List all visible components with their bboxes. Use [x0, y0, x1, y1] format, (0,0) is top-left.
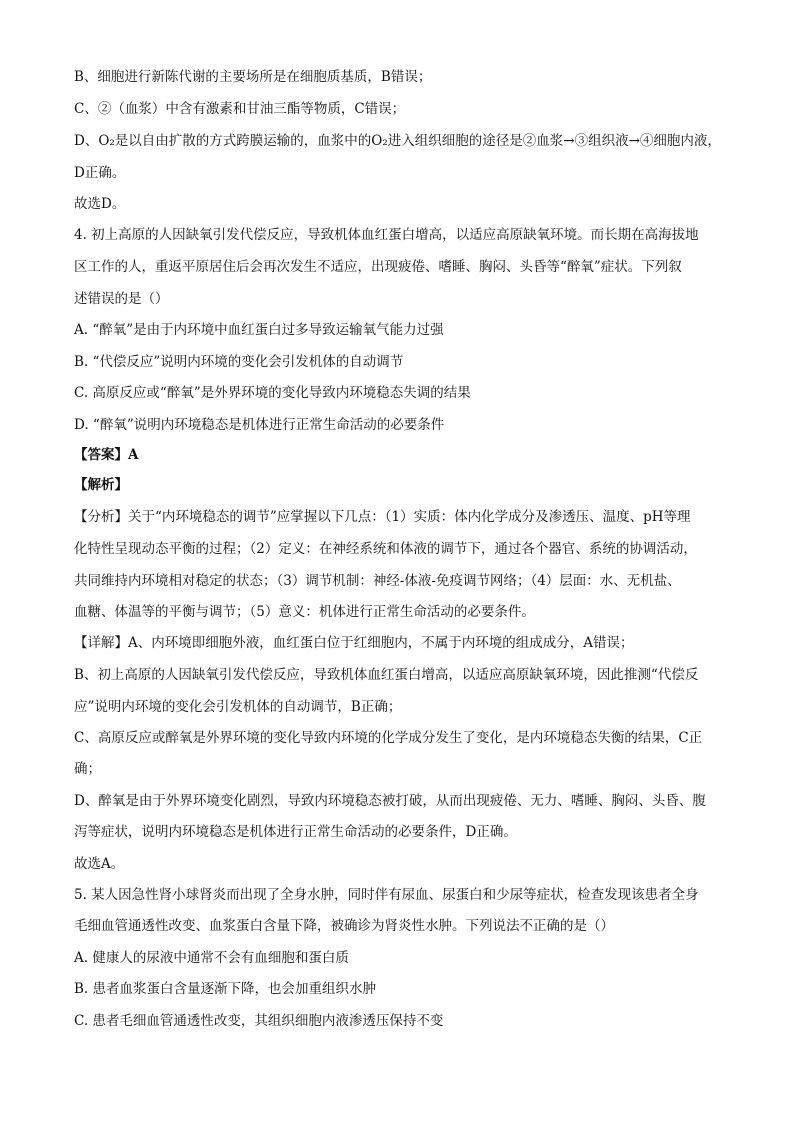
detail-text: 【详解】A、内环境即细胞外液，血红蛋白位于红细胞内，不属于内环境的组成成分，A错误； — [74, 635, 634, 651]
analysis-label: 【解析】 — [74, 477, 128, 493]
answer-label: 【答案】A — [74, 447, 139, 463]
detail-text: 应”说明内环境的变化会引发机体的自动调节，B正确； — [74, 699, 402, 715]
option-d: D. “醉氧”说明内环境稳态是机体进行正常生命活动的必要条件 — [74, 417, 445, 433]
detail-text: 泻等症状，说明内环境稳态是机体进行正常生命活动的必要条件，D正确。 — [74, 824, 517, 840]
analysis-text: 共同维持内环境相对稳定的状态；（3）调节机制：神经-体液-免疫调节网络；（4）层面：水、无机盐、 — [74, 573, 681, 589]
text-line: 故选A。 — [74, 856, 125, 872]
text-line: D、O₂是以自由扩散的方式跨膜运输的，血浆中的O₂进入组织细胞的途径是②血浆→③组织液→④细胞内液， — [74, 133, 721, 149]
text-line: D正确。 — [74, 165, 126, 181]
option-c: C. 患者毛细血管通透性改变，其组织细胞内液渗透压保持不变 — [74, 1013, 444, 1029]
option-c: C. 高原反应或“醉氧”是外界环境的变化导致内环境稳态失调的结果 — [74, 385, 471, 401]
option-a: A. 健康人的尿液中通常不会有血细胞和蛋白质 — [74, 950, 349, 966]
question-4-stem: 区工作的人，重返平原居住后会再次发生不适应，出现疲倦、嗜睡、胸闷、头昏等“醉氧”症状。下列叙 — [74, 259, 682, 275]
text-line: B、细胞进行新陈代谢的主要场所是在细胞质基质，B错误； — [74, 69, 432, 85]
text-line: 故选D。 — [74, 196, 126, 212]
detail-text: D、醉氧是由于外界环境变化剧烈，导致内环境稳态被打破，从而出现疲倦、无力、嗜睡、胸闷、头昏、腹 — [74, 793, 706, 809]
text-line: C、②（血浆）中含有激素和甘油三酯等物质，C错误； — [74, 101, 406, 117]
question-5-stem: 毛细血管通透性改变、血浆蛋白含量下降，被确诊为肾炎性水肿。下列说法不正确的是（） — [74, 918, 614, 934]
question-4-stem: 述错误的是（） — [74, 291, 169, 307]
question-4-stem: 4. 初上高原的人因缺氧引发代偿反应，导致机体血红蛋白增高，以适应高原缺氧环境。而长期在高海拔地 — [74, 227, 699, 243]
analysis-text: 【分析】关于“内环境稳态的调节”应掌握以下几点：（1）实质：体内化学成分及渗透压、温度、pH等理 — [74, 509, 691, 525]
analysis-text: 血糖、体温等的平衡与调节；（5）意义：机体进行正常生命活动的必要条件。 — [74, 604, 535, 620]
option-a: A. “醉氧”是由于内环境中血红蛋白过多导致运输氧气能力过强 — [74, 322, 444, 338]
analysis-text: 化特性呈现动态平衡的过程；（2）定义：在神经系统和体液的调节下，通过各个器官、系统的协调活动， — [74, 541, 697, 557]
option-b: B. 患者血浆蛋白含量逐渐下降，也会加重组织水肿 — [74, 981, 377, 997]
detail-text: 确； — [74, 761, 101, 777]
option-b: B. “代偿反应”说明内环境的变化会引发机体的自动调节 — [74, 354, 404, 370]
detail-text: B、初上高原的人因缺氧引发代偿反应，导致机体血红蛋白增高，以适应高原缺氧环境，因此推测“代偿反 — [74, 667, 699, 683]
question-5-stem: 5. 某人因急性肾小球肾炎而出现了全身水肿，同时伴有尿血、尿蛋白和少尿等症状，检查发现该患者全身 — [74, 887, 699, 903]
detail-text: C、高原反应或醉氧是外界环境的变化导致内环境的化学成分发生了变化，是内环境稳态失衡的结果，C正 — [74, 730, 703, 746]
